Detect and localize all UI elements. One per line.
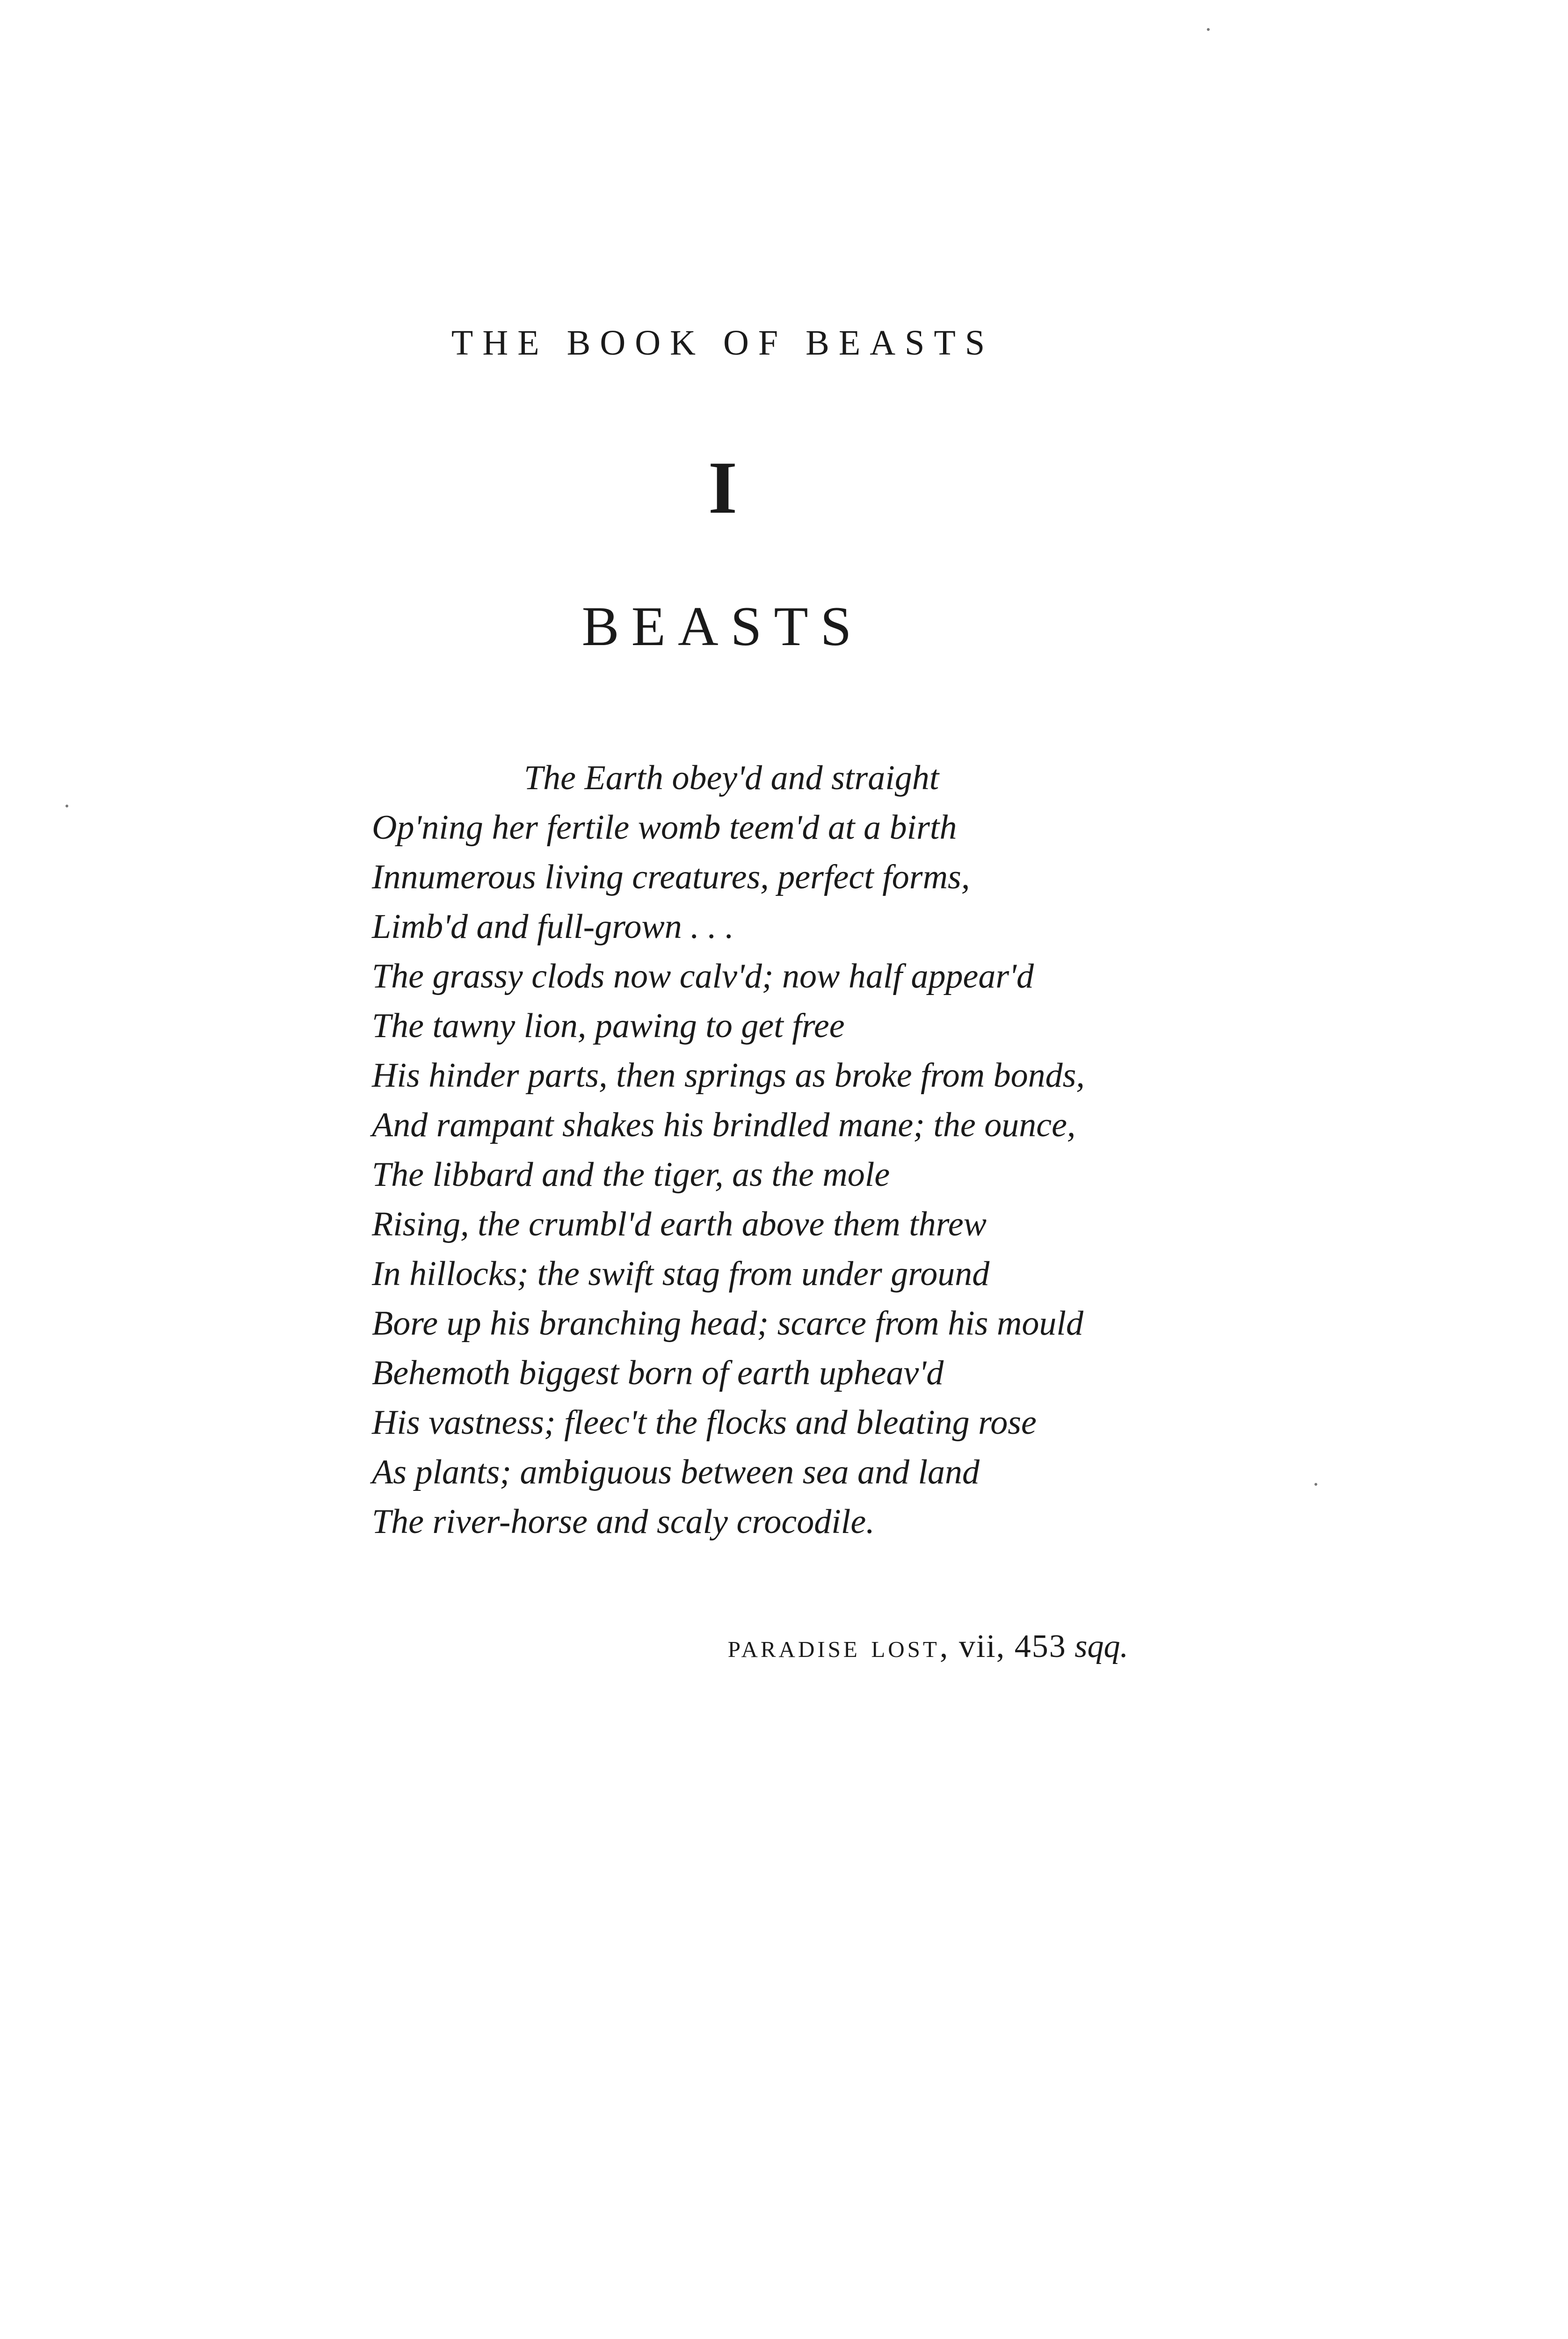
poem-line: The Earth obey'd and straight: [524, 759, 939, 797]
chapter-number: I: [708, 446, 738, 529]
poem-line: Rising, the crumbl'd earth above them threw: [372, 1205, 987, 1243]
poem-line: His vastness; fleec't the flocks and bleating rose: [372, 1403, 1037, 1442]
poem-line: Behemoth biggest born of earth upheav'd: [372, 1354, 944, 1392]
poem-line: The tawny lion, pawing to get free: [372, 1007, 845, 1045]
paper-speck: [1207, 28, 1210, 31]
poem-line: The grassy clods now calv'd; now half appear'd: [372, 957, 1034, 995]
citation: [728, 1628, 1128, 1665]
poem-line: The river-horse and scaly crocodile.: [372, 1503, 875, 1541]
citation-reference: vii, 453: [958, 1628, 1067, 1664]
poem-excerpt: [372, 753, 1354, 1547]
poem-line: Bore up his branching head; scarce from his mould: [372, 1304, 1083, 1343]
chapter-title: BEASTS: [581, 595, 864, 657]
poem-line: His hinder parts, then springs as broke from bonds,: [372, 1056, 1085, 1095]
running-head: THE BOOK OF BEASTS: [451, 323, 995, 363]
paper-speck: [1314, 1483, 1317, 1486]
poem-line: Limb'd and full-grown . . .: [372, 908, 734, 946]
poem-line: And rampant shakes his brindled mane; the ounce,: [372, 1106, 1076, 1144]
poem-line: Op'ning her fertile womb teem'd at a birth: [372, 808, 957, 847]
poem-line: As plants; ambiguous between sea and land: [372, 1453, 980, 1491]
poem-line: In hillocks; the swift stag from under ground: [372, 1255, 990, 1293]
citation-suffix: sqq.: [1074, 1628, 1128, 1664]
citation-source: paradise lost,: [727, 1628, 951, 1664]
poem-line: The libbard and the tiger, as the mole: [372, 1155, 890, 1194]
poem-line: Innumerous living creatures, perfect forms,: [372, 858, 970, 896]
paper-speck: [65, 805, 68, 807]
